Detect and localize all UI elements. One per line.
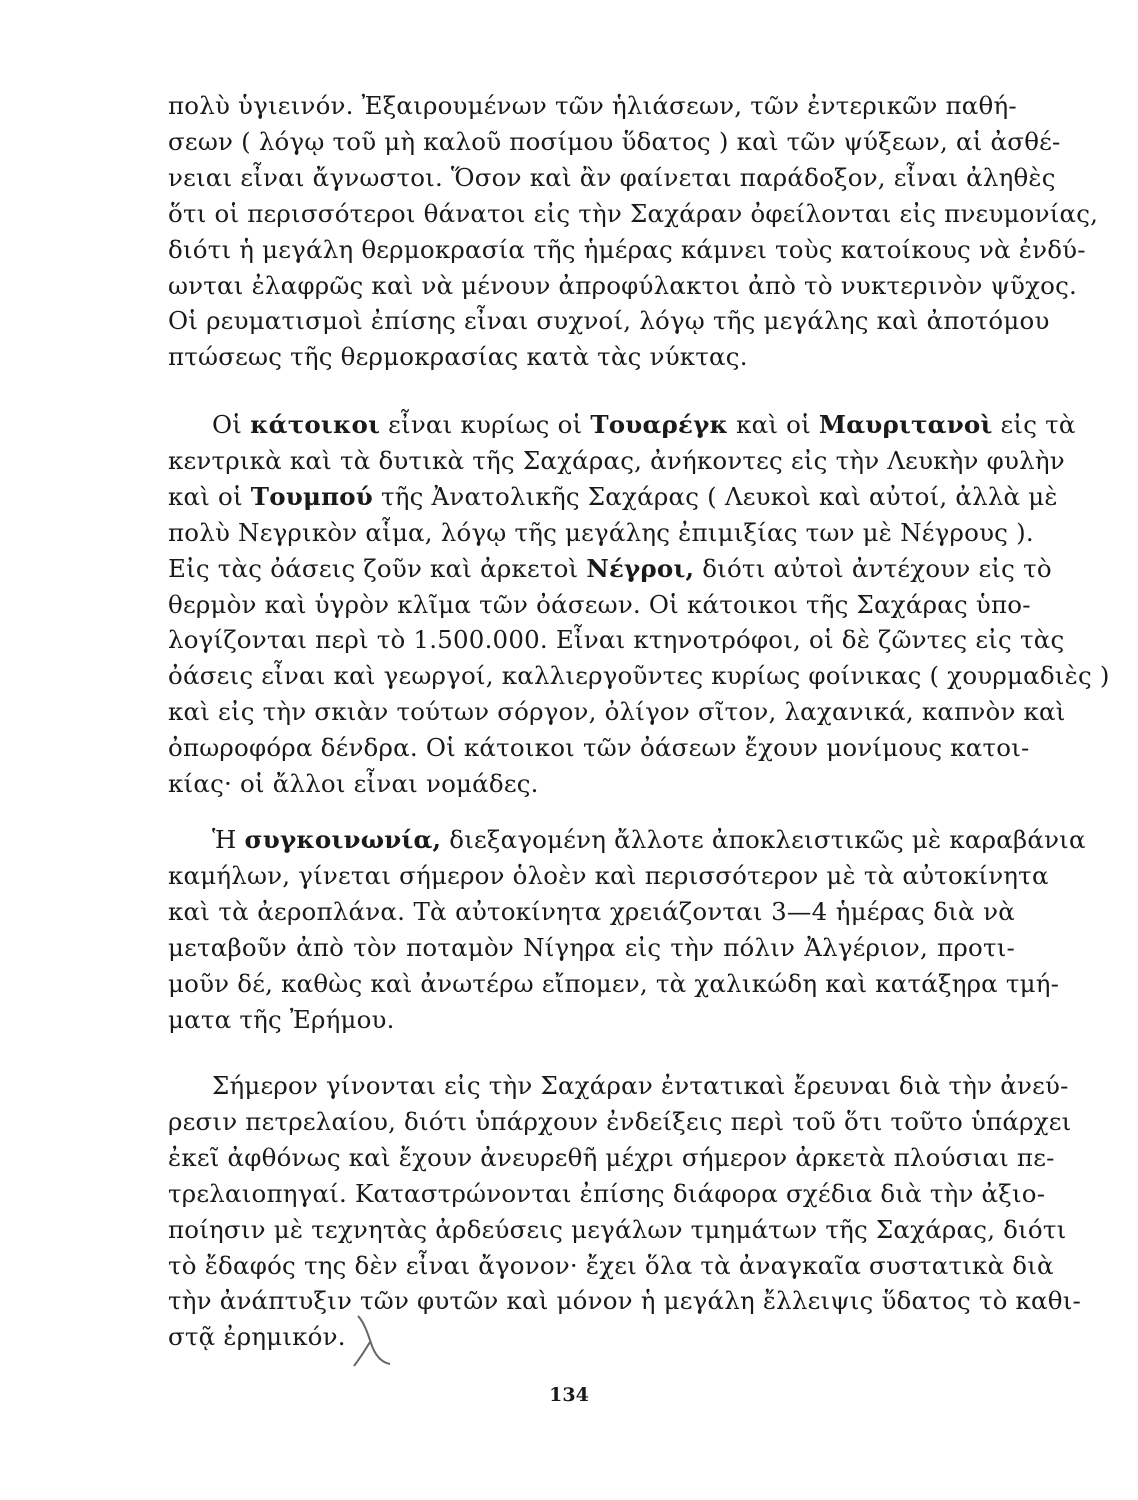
bold-term: Τουμπού [250,481,373,511]
text-segment: καὶ εἰς τὴν σκιὰν τούτων σόργον, ὀλίγον σῖτον, λαχανικά, καπνὸν καὶ [168,697,1066,727]
text-line [168,266,1078,306]
text-line [168,441,1065,481]
text-line [168,892,1015,932]
text-segment: ἐκεῖ ἀφθόνως καὶ ἔχουν ἀνευρεθῆ μέχρι σήμερον ἀρκετὰ πλούσιαι πε- [168,1142,1055,1172]
text-segment: Σήμερον γίνονται εἰς τὴν Σαχάραν ἐντατικαὶ ἔρευναι διὰ τὴν ἀνεύ- [212,1071,1069,1100]
text-line [212,1066,1069,1106]
text-segment: τὴν ἀνάπτυξιν τῶν φυτῶν καὶ μόνον ἡ μεγάλη ἔλλειψις ὕδατος τὸ καθι- [168,1286,1082,1316]
text-segment: σεων ( λόγῳ τοῦ μὴ καλοῦ ποσίμου ὕδατος ) καὶ τῶν ψύξεων, αἱ ἀσθέ- [168,126,1061,156]
text-line [168,964,1060,1004]
page-number: 134 [549,1384,589,1406]
bold-term: Τουαρέγκ [590,410,729,439]
text-segment: διότι αὐτοὶ ἀντέχουν εἰς τὸ [694,553,1052,583]
bold-term: Νέγροι, [586,553,695,583]
text-segment: πολὺ ὑγιεινόν. Ἐξαιρουμένων τῶν ἡλιάσεων, τῶν ἐντερικῶν παθή- [168,91,1017,120]
text-line [168,477,1058,517]
text-line [168,513,1034,553]
text-segment: διότι ἡ μεγάλη θερμοκρασία τῆς ἡμέρας κάμνει τοὺς κατοίκους νὰ ἐνδύ- [168,234,1086,264]
text-segment: τρελαιοπηγαί. Καταστρώνονται ἐπίσης διάφορα σχέδια διὰ τὴν ἀξιο- [168,1178,1046,1208]
text-segment: πτώσεως τῆς θερμοκρασίας κατὰ τὰς νύκτας. [168,342,748,372]
text-segment: καὶ οἱ [168,481,251,511]
text-line [168,620,1065,660]
text-segment: τῆς Ἀνατολικῆς Σαχάρας ( Λευκοὶ καὶ αὐτοί, ἀλλὰ μὲ [372,481,1058,511]
text-segment: καὶ τὰ ἀεροπλάνα. Τὰ αὐτοκίνητα χρειάζονται 3—4 ἡμέρας διὰ νὰ [168,896,1015,926]
text-segment: ὀπωροφόρα δένδρα. Οἱ κάτοικοι τῶν ὀάσεων ἔχουν μονίμους κατοι- [168,733,1030,763]
text-segment: ρεσιν πετρελαίου, διότι ὑπάρχουν ἐνδείξεις περὶ τοῦ ὅτι τοῦτο ὑπάρχει [168,1106,1072,1136]
text-line [168,122,1061,162]
text-line [168,1317,1015,1357]
text-line [168,856,1049,896]
text-line [168,1210,1067,1250]
text-segment: ὅτι οἱ περισσότεροι θάνατοι εἰς τὴν Σαχάραν ὀφείλονται εἰς πνευμονίας, [168,198,1099,228]
text-segment: κίας· οἱ ἄλλοι εἶναι νομάδες. [168,769,539,798]
text-line [212,405,1076,445]
text-segment: Εἰς τὰς ὀάσεις ζοῦν καὶ ἀρκετοὶ [168,553,587,583]
text-line [168,86,1015,126]
text-line [168,194,1099,234]
text-segment: ματα τῆς Ἐρήμου. [168,1004,395,1034]
bold-term: κάτοικοι [250,410,381,439]
text-segment: εἰς τὰ [992,410,1076,439]
text-line [168,1246,1054,1286]
text-segment: καμήλων, γίνεται σήμερον ὁλοὲν καὶ περισσότερον μὲ τὰ αὐτοκίνητα [168,860,1049,890]
text-segment: πολὺ Νεγρικὸν αἷμα, λόγῳ τῆς μεγάλης ἐπιμιξίας των μὲ Νέγρους ). [168,517,1034,547]
text-line [168,692,1066,732]
text-segment: θερμὸν καὶ ὑγρὸν κλῖμα τῶν ὀάσεων. Οἱ κάτοικοι τῆς Σαχάρας ὑπο- [168,589,1031,619]
text-segment: μεταβοῦν ἀπὸ τὸν ποταμὸν Νίγηρα εἰς τὴν πόλιν Ἀλγέριον, προτι- [168,932,1015,962]
text-line [168,301,1050,341]
text-line [168,728,1030,768]
text-segment: ωνται ἐλαφρῶς καὶ νὰ μένουν ἀπροφύλακτοι ἀπὸ τὸ νυκτερινὸν ψῦχος. [168,270,1078,300]
text-line [168,764,1015,804]
text-line [168,1138,1055,1178]
text-line [168,549,1052,589]
text-segment: Οἱ [212,410,251,439]
text-segment: εἶναι κυρίως οἱ [380,410,591,439]
text-line [168,230,1086,270]
text-line [212,820,1086,860]
text-segment: λογίζονται περὶ τὸ 1.500.000. Εἶναι κτηνοτρόφοι, οἱ δὲ ζῶντες εἰς τὰς [168,625,1065,655]
text-segment: Ἡ [212,825,245,854]
handwritten-lambda-mark [340,1312,400,1372]
text-line [168,158,1056,198]
text-segment: διεξαγομένη ἄλλοτε ἀποκλειστικῶς μὲ καραβάνια [441,825,1086,854]
bold-term: συγκοινωνία, [244,825,442,854]
text-segment: ποίησιν μὲ τεχνητὰς ἀρδεύσεις μεγάλων τμημάτων τῆς Σαχάρας, διότι [168,1214,1067,1244]
text-line [168,656,1110,696]
text-segment: καὶ οἱ [728,410,819,439]
text-line [168,1000,1015,1040]
text-segment: μοῦν δέ, καθὼς καὶ ἀνωτέρω εἴπομεν, τὰ χαλικώδη καὶ κατάξηρα τμή- [168,968,1060,998]
text-segment: νειαι εἶναι ἄγνωστοι. Ὅσον καὶ ἂν φαίνεται παράδοξον, εἶναι ἀληθὲς [168,162,1056,192]
text-segment: τὸ ἔδαφός της δὲν εἶναι ἄγονον· ἔχει ὅλα τὰ ἀναγκαῖα συστατικὰ διὰ [168,1250,1054,1280]
text-segment: ὀάσεις εἶναι καὶ γεωργοί, καλλιεργοῦντες κυρίως φοίνικας ( χουρμαδιὲς ) [168,661,1110,691]
text-line [168,1174,1046,1214]
text-segment: Οἱ ρευματισμοὶ ἐπίσης εἶναι συχνοί, λόγῳ τῆς μεγάλης καὶ ἀποτόμου [168,306,1050,336]
text-segment: στᾷ ἐρημικόν. [168,1322,346,1352]
text-line [168,1281,1082,1321]
text-line [168,1102,1072,1142]
text-segment: κεντρικὰ καὶ τὰ δυτικὰ τῆς Σαχάρας, ἀνήκοντες εἰς τὴν Λευκὴν φυλὴν [168,445,1065,475]
text-line [168,585,1031,625]
bold-term: Μαυριτανοὶ [818,410,993,439]
text-line [168,928,1015,968]
text-line [168,337,1015,377]
